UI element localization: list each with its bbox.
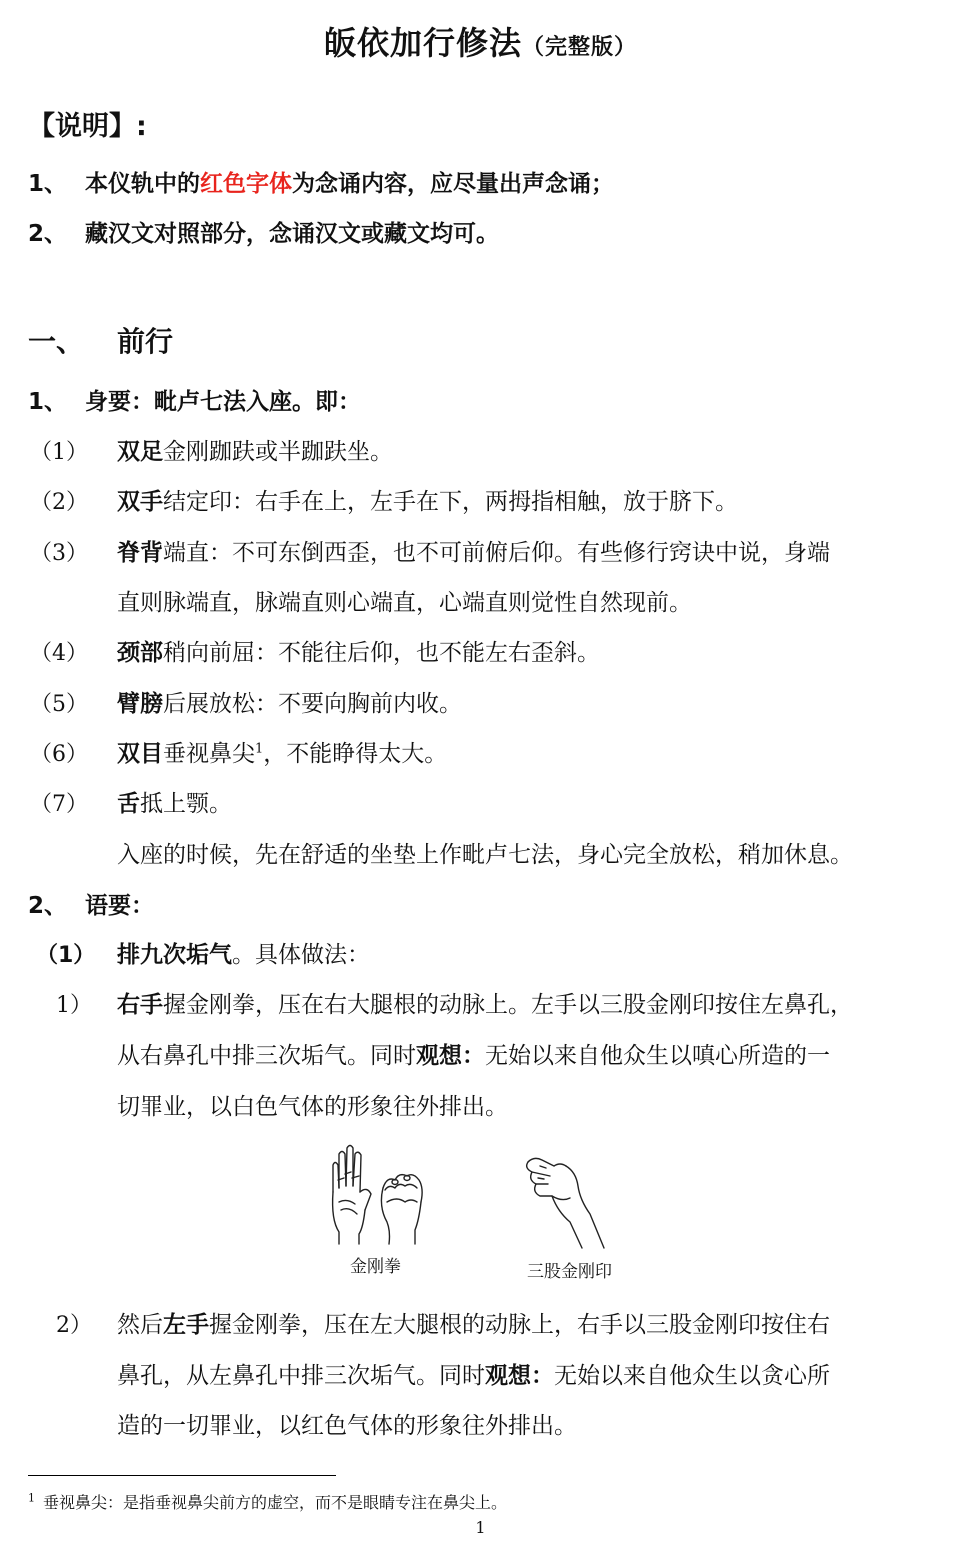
three-prong-mudra-illustration (518, 1152, 618, 1252)
speech-item-num: （1） (36, 943, 96, 968)
step-2-visualize: 观想： (485, 1363, 554, 1389)
section-1-title: 前行 (117, 325, 174, 358)
title-sub: （完整版） (522, 35, 638, 60)
item-1 (117, 433, 393, 466)
step-2-line-3: 造的一切罪业，以红色气体的形象往外排出。 (117, 1413, 577, 1439)
step-1-line-1 (117, 986, 853, 1019)
step-2-num: 2） (56, 1313, 92, 1338)
item-3 (117, 534, 830, 567)
step-1-line-2a: 从右鼻孔中排三次垢气。同时 (117, 1043, 416, 1069)
section-1-num: 一、 (28, 325, 85, 358)
step-2-line-2 (117, 1357, 830, 1390)
footnote-divider (28, 1475, 336, 1476)
note-2-text: 藏汉文对照部分，念诵汉文或藏文均可。 (85, 221, 500, 247)
item-5-bold: 臂膀 (117, 691, 163, 717)
item-2 (117, 483, 738, 516)
speech-item-text: 。具体做法： (232, 942, 370, 968)
step-2-bold: 左手 (163, 1312, 209, 1338)
item-6-num: （6） (30, 742, 88, 767)
item-2-num: （2） (30, 490, 88, 515)
speech-req-num: 2、 (28, 893, 68, 919)
item-4-num: （4） (30, 641, 88, 666)
title-main: 皈依加行修法 (323, 24, 522, 62)
vajra-fist-illustration (325, 1140, 425, 1250)
three-prong-mudra-caption: 三股金刚印 (527, 1262, 612, 1282)
note-2 (28, 215, 499, 248)
item-2-bold: 双手 (117, 489, 163, 515)
step-2-line-2b: 无始以来自他众生以贪心所 (554, 1363, 830, 1389)
note-1-red: 红色字体 (200, 171, 293, 197)
item-2-text: 结定印：右手在上，左手在下，两拇指相触，放于脐下。 (163, 489, 738, 515)
body-req-num: 1、 (28, 389, 68, 415)
item-4-text: 稍向前屈：不能往后仰，也不能左右歪斜。 (163, 640, 600, 666)
note-1-before: 本仪轨中的 (85, 171, 201, 197)
item-3-num: （3） (30, 541, 88, 566)
step-1-bold: 右手 (117, 992, 163, 1018)
speech-item-bold: 排九次垢气 (117, 942, 232, 968)
step-2-text: 握金刚拳，压在左大腿根的动脉上，右手以三股金刚印按住右 (209, 1312, 830, 1338)
item-5 (117, 685, 462, 718)
footnote-num: 1 (28, 1491, 35, 1505)
step-2-line-2a: 鼻孔，从左鼻孔中排三次垢气。同时 (117, 1363, 485, 1389)
note-1 (28, 165, 614, 198)
speech-item (117, 936, 370, 969)
item-6-text: 垂视鼻尖 (163, 741, 255, 767)
note-2-num: 2、 (28, 221, 68, 247)
note-heading: 【说明】: (28, 111, 147, 142)
body-req (28, 383, 361, 416)
item-6-bold: 双目 (117, 741, 163, 767)
step-1-text: 握金刚拳，压在右大腿根的动脉上。左手以三股金刚印按住左鼻孔， (163, 992, 853, 1018)
item-3-cont: 直则脉端直，脉端直则心端直，心端直则觉性自然现前。 (117, 590, 692, 616)
vajra-fist-caption: 金刚拳 (350, 1257, 401, 1277)
item-4 (117, 634, 600, 667)
item-7-text: 抵上颚。 (140, 791, 232, 817)
body-summary: 入座的时候，先在舒适的坐垫上作毗卢七法，身心完全放松，稍加休息。 (117, 842, 853, 868)
footnote (28, 1490, 507, 1513)
item-6 (117, 735, 447, 768)
page-number: 1 (475, 1518, 486, 1537)
step-2-line-1 (117, 1306, 830, 1339)
step-2-line-1a: 然后 (117, 1312, 163, 1338)
step-1-line-2 (117, 1037, 830, 1070)
item-7-num: （7） (30, 792, 88, 817)
note-1-after: 为念诵内容，应尽量出声念诵； (292, 171, 615, 197)
step-1-visualize: 观想： (416, 1043, 485, 1069)
item-4-bold: 颈部 (117, 640, 163, 666)
item-1-bold: 双足 (117, 439, 163, 465)
footnote-ref[interactable]: 1 (255, 741, 264, 757)
note-1-num: 1、 (28, 171, 68, 197)
speech-req-title: 语要： (85, 893, 155, 919)
step-1-num: 1） (56, 993, 92, 1018)
item-5-num: （5） (30, 692, 88, 717)
item-5-text: 后展放松：不要向胸前内收。 (163, 691, 462, 717)
item-1-text: 金刚跏趺或半跏趺坐。 (163, 439, 393, 465)
step-1-line-2b: 无始以来自他众生以嗔心所造的一 (485, 1043, 830, 1069)
speech-req (28, 887, 154, 920)
page-title (0, 18, 961, 64)
step-1-line-3: 切罪业，以白色气体的形象往外排出。 (117, 1094, 508, 1120)
item-1-num: （1） (30, 440, 88, 465)
footnote-text: 垂视鼻尖：是指垂视鼻尖前方的虚空，而不是眼睛专注在鼻尖上。 (43, 1493, 508, 1512)
item-6-after: ，不能睁得太大。 (263, 741, 448, 767)
item-3-bold: 脊背 (117, 540, 163, 566)
item-7-bold: 舌 (117, 791, 140, 817)
item-3-text: 端直：不可东倒西歪，也不可前俯后仰。有些修行窍诀中说，身端 (163, 540, 830, 566)
body-req-title: 身要：毗卢七法入座。即： (85, 389, 362, 415)
item-7 (117, 785, 232, 818)
